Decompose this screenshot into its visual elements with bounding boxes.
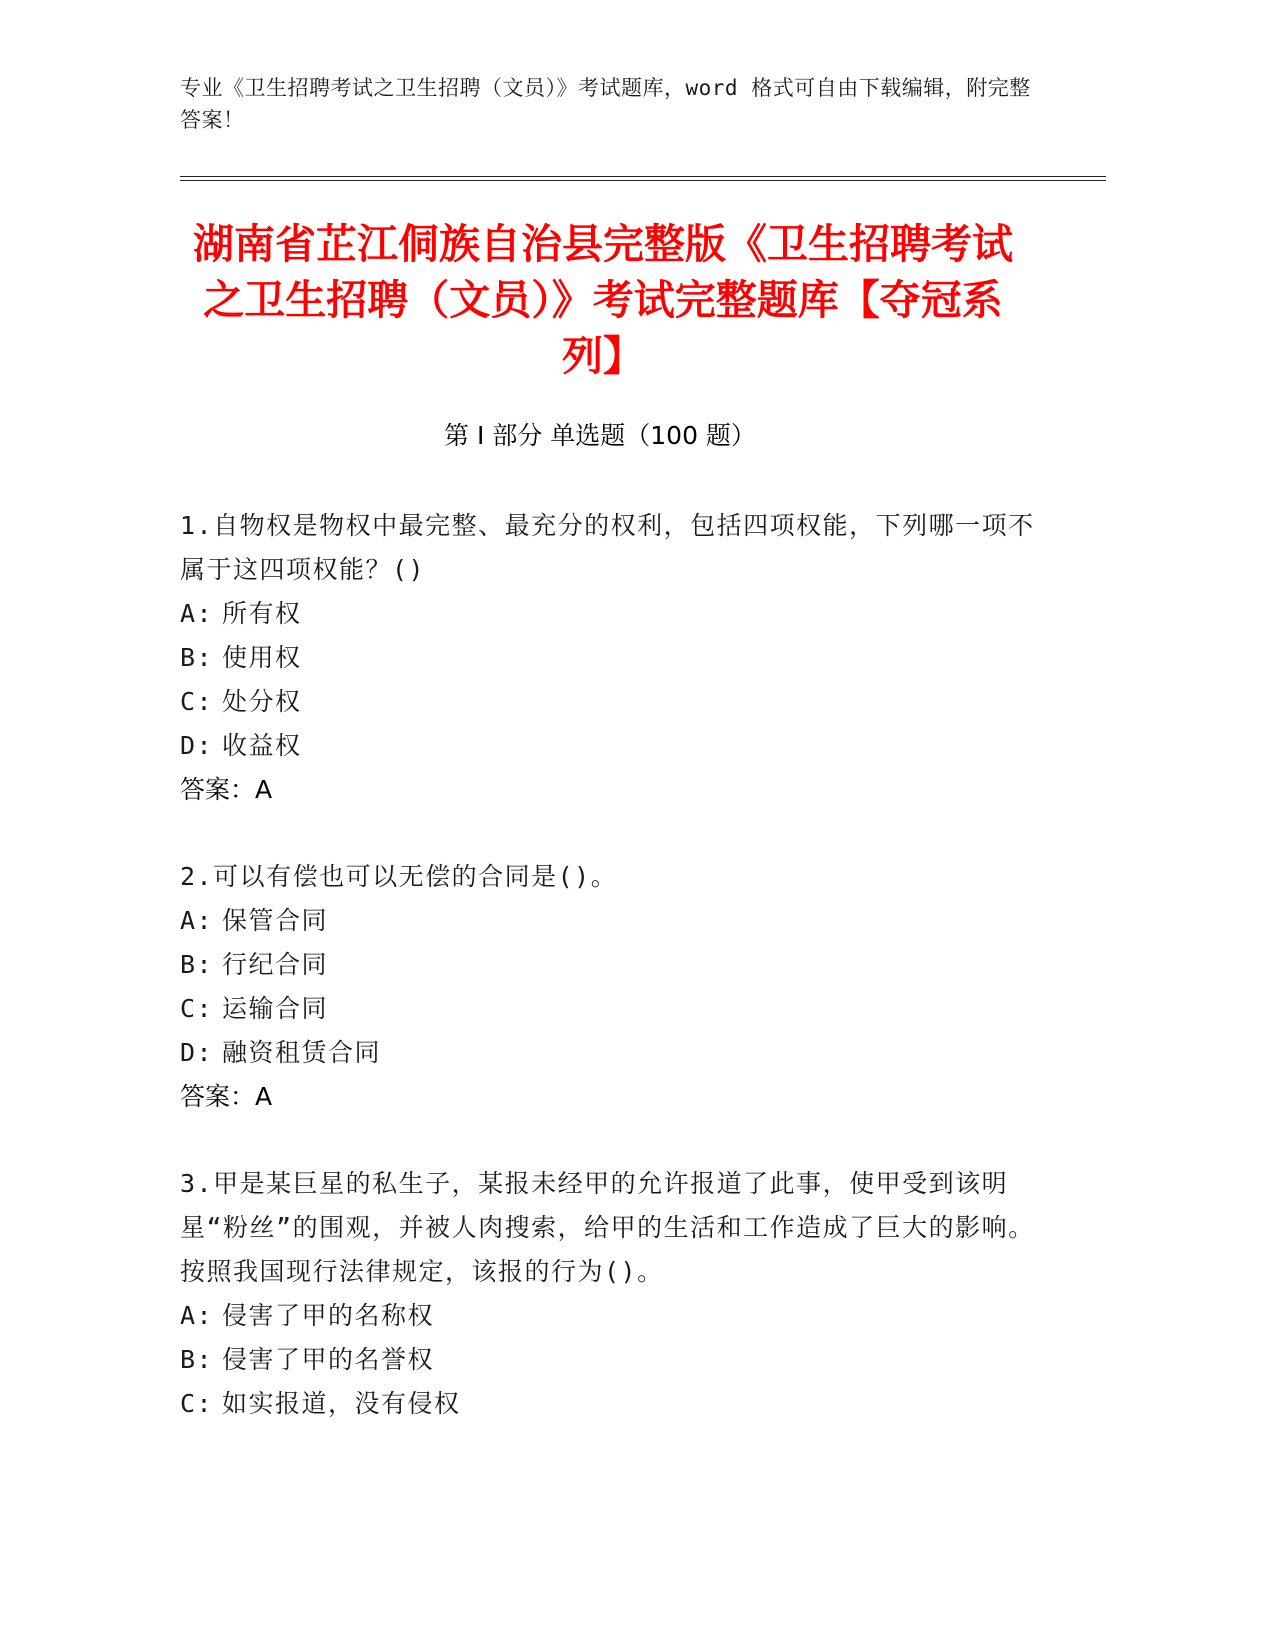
option-b: [180, 943, 1040, 987]
question-stem: 2.可以有偿也可以无偿的合同是()。: [180, 862, 618, 891]
option-b: [180, 636, 1040, 680]
option-text: 保管合同: [222, 906, 329, 935]
question-stem: 1.自物权是物权中最完整、最充分的权利，包括四项权能，下列哪一项不属于这四项权能？(): [180, 511, 1035, 584]
option-letter: D:: [180, 731, 214, 760]
option-letter: C:: [180, 994, 214, 1023]
option-c: [180, 680, 1040, 724]
option-d: [180, 1031, 1040, 1075]
option-a: [180, 899, 1040, 943]
option-text: 运输合同: [222, 994, 329, 1023]
option-a: [180, 1294, 1040, 1338]
document-title: 湖南省芷江侗族自治县完整版《卫生招聘考试之卫生招聘（文员）》考试完整题库【夺冠系列】: [193, 220, 1013, 380]
question-stem: 3.甲是某巨星的私生子，某报未经甲的允许报道了此事，使甲受到该明星“粉丝”的围观，并被人肉搜索，给甲的生活和工作造成了巨大的影响。按照我国现行法律规定，该报的行为()。: [180, 1169, 1035, 1286]
option-b: [180, 1338, 1040, 1382]
option-a: [180, 592, 1040, 636]
option-d: [180, 724, 1040, 768]
option-c: [180, 1382, 1040, 1426]
option-text: 处分权: [222, 687, 302, 716]
option-text: 所有权: [222, 599, 302, 628]
question-1: [180, 504, 1040, 812]
answer-line: 答案：A: [180, 1082, 273, 1111]
option-c: [180, 987, 1040, 1031]
option-letter: C:: [180, 1389, 214, 1418]
option-letter: B:: [180, 950, 214, 979]
option-letter: B:: [180, 1345, 214, 1374]
option-text: 融资租赁合同: [222, 1038, 382, 1067]
header-note: 专业《卫生招聘考试之卫生招聘（文员）》考试题库，word 格式可自由下载编辑，附完整答案！: [180, 76, 1031, 132]
option-text: 侵害了甲的名誉权: [222, 1345, 435, 1374]
answer-line: 答案：A: [180, 775, 273, 804]
option-letter: C:: [180, 687, 214, 716]
question-2: [180, 855, 1040, 1119]
option-text: 行纪合同: [222, 950, 329, 979]
option-text: 如实报道，没有侵权: [222, 1389, 461, 1418]
question-3: [180, 1162, 1040, 1426]
option-letter: A:: [180, 906, 214, 935]
option-letter: D:: [180, 1038, 214, 1067]
section-heading: 第 I 部分 单选题（100 题）: [444, 421, 756, 450]
header-divider: [180, 176, 1106, 181]
option-letter: A:: [180, 1301, 214, 1330]
option-letter: B:: [180, 643, 214, 672]
option-text: 侵害了甲的名称权: [222, 1301, 435, 1330]
question-list: [180, 504, 1040, 1469]
option-text: 收益权: [222, 731, 302, 760]
option-letter: A:: [180, 599, 214, 628]
option-text: 使用权: [222, 643, 302, 672]
